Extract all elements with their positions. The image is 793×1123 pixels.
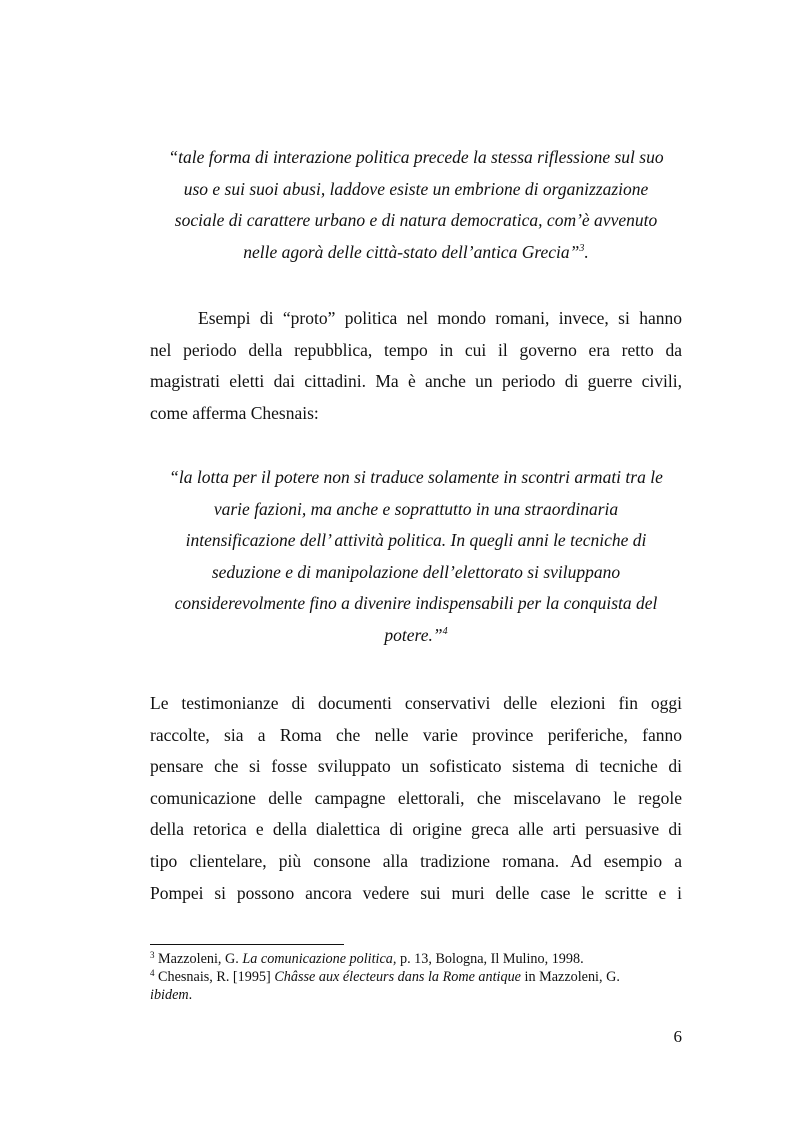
footnote-title: Châsse aux électeurs dans la Rome antique <box>274 969 521 986</box>
paragraph-line: Esempi di “proto” politica nel mondo romani, invece, si hanno <box>198 308 682 328</box>
paragraph-line: magistrati eletti dai cittadini. Ma è anche un periodo di guerre civili, <box>150 371 682 392</box>
quote-text: potere.” <box>384 624 443 645</box>
footnote-author: Mazzoleni, G. <box>154 951 243 967</box>
footnote-number: 3 <box>150 950 155 960</box>
paragraph-line: pensare che si fosse sviluppato un sofisticato sistema di tecniche di <box>150 756 682 777</box>
quote-line: seduzione e di manipolazione dell’elettorato si sviluppano <box>211 561 621 582</box>
quote-tail: . <box>584 241 589 262</box>
quote-line: uso e sui suoi abusi, laddove esiste un embrione di organizzazione <box>183 178 649 199</box>
page-number: 6 <box>673 1027 682 1046</box>
paragraph-line: tipo clientelare, più consone alla tradizione romana. Ad esempio a <box>150 850 682 871</box>
quote-line: intensificazione dell’ attività politica. In quegli anni le tecniche di <box>185 530 647 551</box>
footnote-rest: in Mazzoleni, G. <box>520 969 620 986</box>
quote-line: sociale di carattere urbano e di natura democratica, com’è avvenuto <box>174 210 658 231</box>
quote-line: considerevolmente fino a divenire indispensabili per la conquista del <box>174 593 658 614</box>
footnote-end: . <box>188 987 193 1004</box>
quote-line <box>150 620 682 652</box>
paragraph-line: della retorica e della dialettica di origine greca alle arti persuasive di <box>150 819 682 840</box>
quote-line: varie fazioni, ma anche e soprattutto in una straordinaria <box>213 498 619 519</box>
paragraph-line: Pompei si possono ancora vedere sui muri delle case le scritte e i <box>150 882 682 903</box>
paragraph-1 <box>150 303 682 429</box>
quote-line: “tale forma di interazione politica precede la stessa riflessione sul suo <box>168 147 664 167</box>
footnote-number: 4 <box>150 968 155 979</box>
paragraph-line: nel periodo della repubblica, tempo in cui il governo era retto da <box>150 339 682 360</box>
footnotes <box>150 950 682 1005</box>
footnote-title: La comunicazione politica, <box>242 951 397 967</box>
paragraph-line: come afferma Chesnais: <box>150 402 319 423</box>
footnote-author: Chesnais, R. [1995] <box>154 969 275 986</box>
footnote-separator <box>150 944 344 945</box>
footnote-ibidem: ibidem <box>150 987 189 1004</box>
block-quote-2 <box>150 462 682 652</box>
paragraph-2 <box>150 688 682 909</box>
paragraph-line: comunicazione delle campagne elettorali, che miscelavano le regole <box>150 787 682 808</box>
paragraph-line: raccolte, sia a Roma che nelle varie province periferiche, fanno <box>150 724 682 745</box>
quote-line: “la lotta per il potere non si traduce solamente in scontri armati tra le <box>169 467 663 487</box>
footnote-4 <box>150 968 682 1004</box>
block-quote-1 <box>150 142 682 268</box>
footnote-3 <box>150 950 682 968</box>
footnote-ref-4: 4 <box>442 626 448 638</box>
footnote-ref-3: 3 <box>579 242 585 254</box>
quote-line <box>150 237 682 269</box>
paragraph-line: Le testimonianze di documenti conservativi delle elezioni fin oggi <box>150 693 682 713</box>
quote-text: nelle agorà delle città-stato dell’antica Grecia” <box>243 241 580 262</box>
footnote-rest: p. 13, Bologna, Il Mulino, 1998. <box>396 951 584 967</box>
